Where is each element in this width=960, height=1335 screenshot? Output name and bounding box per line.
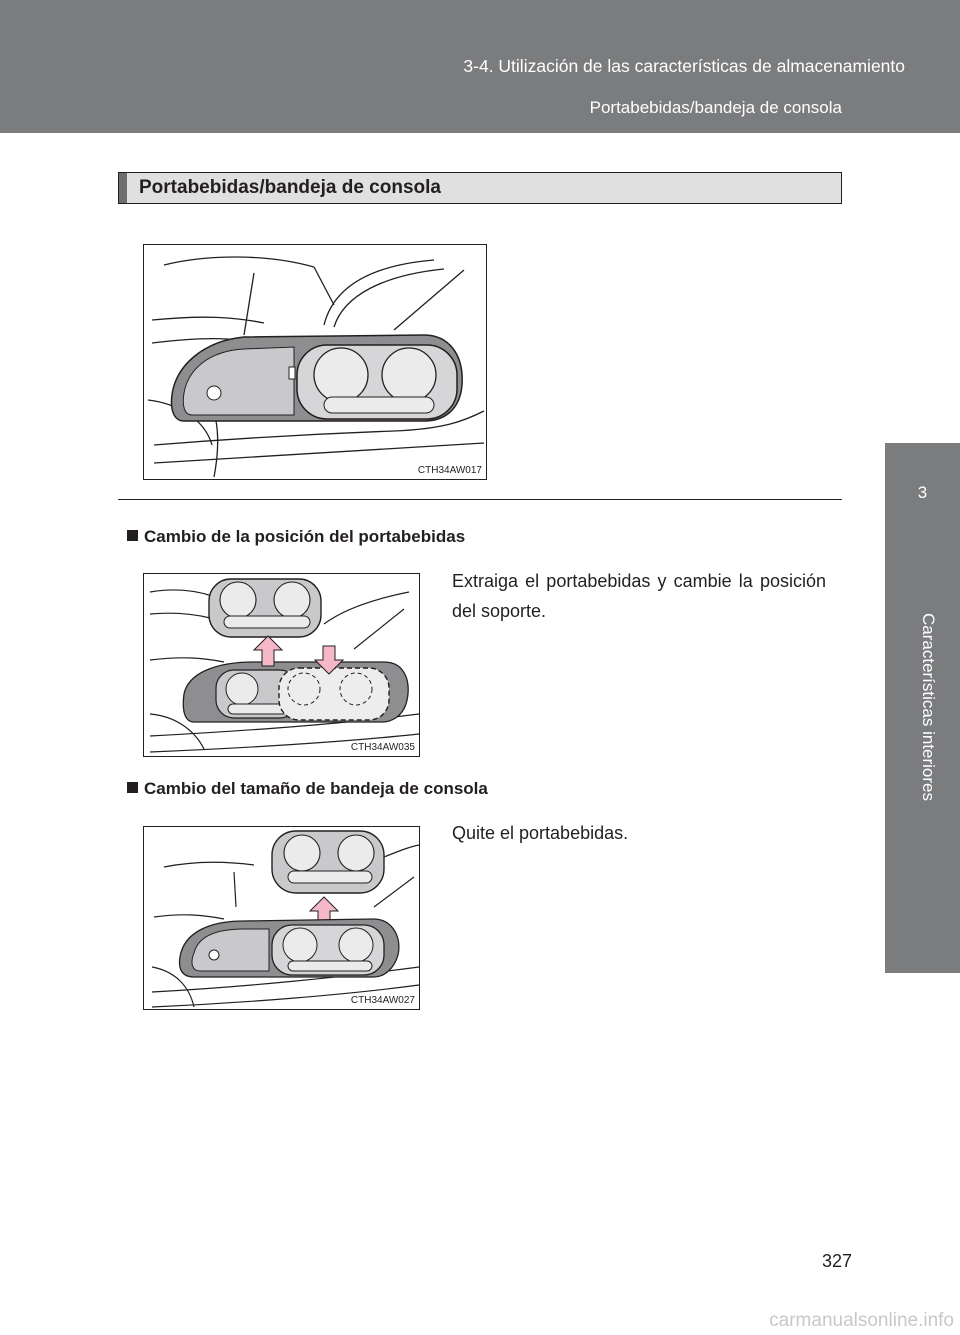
chapter-label: Características interiores: [919, 613, 938, 802]
subsection-heading-text: Cambio del tamaño de bandeja de consola: [144, 779, 488, 798]
subsection-body-position: Extraiga el portabebidas y cambie la posición del soporte.: [452, 571, 826, 621]
chapter-number: 3: [917, 483, 928, 502]
header-subtitle: Portabebidas/bandeja de consola: [589, 98, 842, 117]
square-bullet-icon: [127, 530, 138, 541]
remove-illustration: [144, 827, 420, 1010]
page-header: [0, 0, 960, 133]
figure-console-overview: [143, 244, 487, 480]
subsection-body-tray: Quite el portabebidas.: [452, 823, 629, 843]
figure-cup-holder-remove: [143, 826, 420, 1010]
watermark[interactable]: carmanualsonline.info: [769, 1310, 954, 1331]
section-divider: [118, 499, 842, 500]
reposition-illustration: [144, 574, 420, 757]
subsection-heading-tray: [127, 779, 488, 799]
figure-code: CTH34AW035: [350, 742, 415, 753]
square-bullet-icon: [127, 782, 138, 793]
subsection-heading-text: Cambio de la posición del portabebidas: [144, 527, 466, 546]
subsection-heading-position: [127, 527, 465, 547]
page-number: 327: [822, 1251, 853, 1271]
section-title-marker: [119, 173, 127, 203]
chapter-title: 3-4. Utilización de las características de almacenamiento: [463, 56, 905, 76]
figure-code: CTH34AW017: [417, 465, 482, 476]
console-illustration: [144, 245, 487, 480]
figure-code: CTH34AW027: [350, 995, 415, 1006]
section-title: Portabebidas/bandeja de consola: [139, 177, 441, 198]
section-title-box: [118, 172, 842, 204]
figure-cup-holder-reposition: [143, 573, 420, 757]
chapter-side-tab[interactable]: [885, 443, 960, 973]
